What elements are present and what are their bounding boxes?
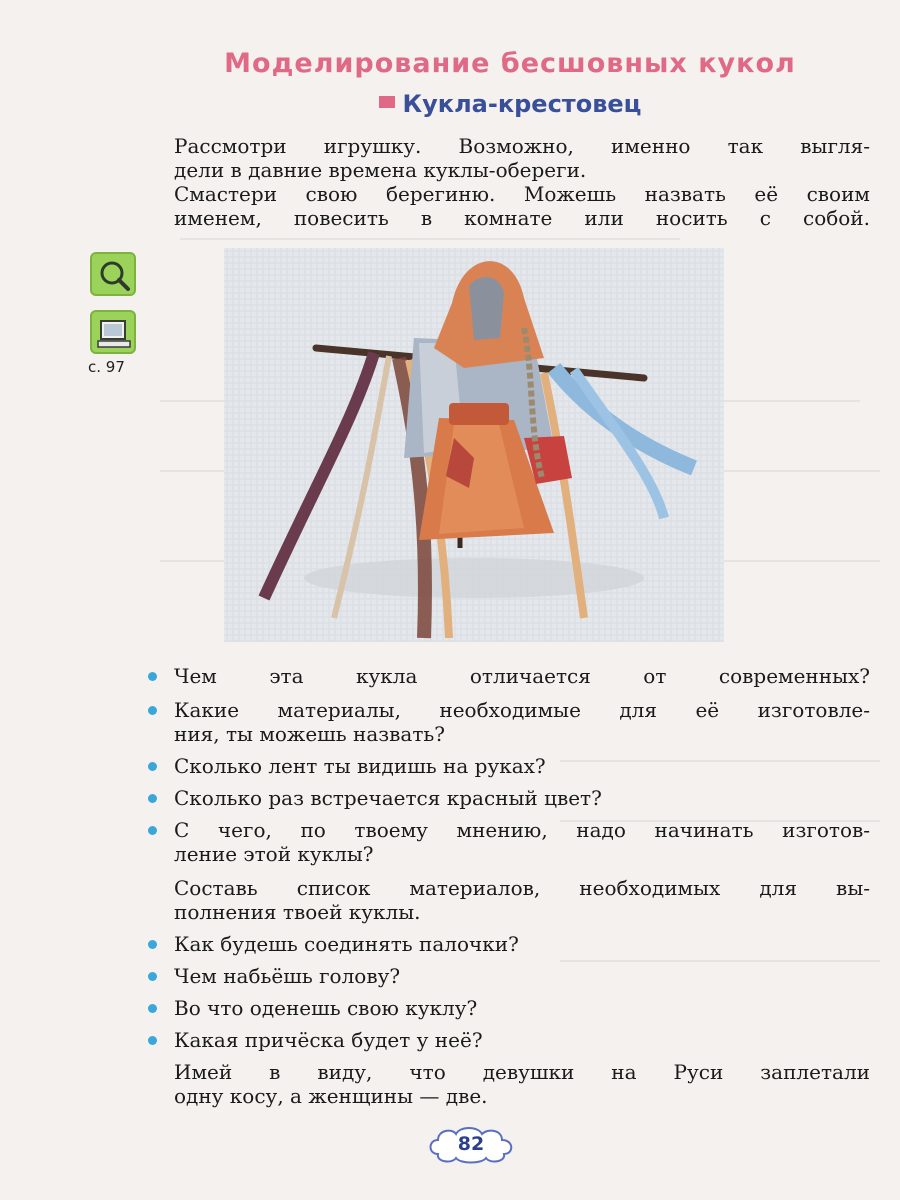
note-line-1: Имей в виду, что девушки на Руси заплетали: [174, 1060, 870, 1084]
bullet-icon: [148, 826, 157, 835]
bullet-icon: [148, 672, 157, 681]
intro-line-2: дели в давние времена куклы-обереги.: [174, 158, 587, 182]
magnifier-icon[interactable]: [90, 252, 136, 296]
question-item-continuation: ния, ты можешь назвать?: [174, 722, 446, 746]
bullet-icon: [148, 762, 157, 771]
bullet-icon: [148, 1036, 157, 1045]
intro-line-3: Смастери свою берегиню. Можешь назвать её своим: [174, 182, 870, 206]
question-item: Как будешь соединять палочки?: [148, 932, 870, 957]
intro-line-1: Рассмотри игрушку. Возможно, именно так выгля-: [174, 134, 870, 158]
page-reference: с. 97: [88, 358, 125, 376]
note-line-2: одну косу, а женщины — две.: [174, 1084, 488, 1108]
question-item: Какая причёска будет у неё?: [148, 1028, 870, 1053]
page-title: Моделирование бесшовных кукол: [224, 48, 796, 79]
page-number: 82: [457, 1133, 485, 1155]
section-subtitle: [150, 90, 870, 118]
square-bullet-icon: [379, 96, 395, 108]
materials-line-1: Составь список материалов, необходимых для вы-: [174, 876, 870, 900]
doll-photo: [224, 248, 724, 642]
doll-illustration: [224, 248, 724, 642]
question-item: Во что оденешь свою куклу?: [148, 996, 870, 1021]
intro-line-4: именем, повесить в комнате или носить с собой.: [174, 206, 870, 230]
bullet-icon: [148, 794, 157, 803]
materials-line-2: полнения твоей куклы.: [174, 900, 421, 924]
subtitle-text: Кукла-крестовец: [402, 90, 642, 118]
question-item: Сколько раз встречается красный цвет?: [148, 786, 870, 811]
question-item: Чем эта кукла отличается от современных?: [148, 664, 870, 689]
bullet-icon: [148, 940, 157, 949]
question-item: Какие материалы, необходимые для её изготовле-: [148, 698, 870, 723]
question-item-continuation: ление этой куклы?: [174, 842, 374, 866]
bullet-icon: [148, 706, 157, 715]
bullet-icon: [148, 972, 157, 981]
computer-icon[interactable]: [90, 310, 136, 354]
question-item: Сколько лент ты видишь на руках?: [148, 754, 870, 779]
page-number-badge: [424, 1124, 518, 1166]
question-item: С чего, по твоему мнению, надо начинать изготов-: [148, 818, 870, 843]
question-item: Чем набьёшь голову?: [148, 964, 870, 989]
bullet-icon: [148, 1004, 157, 1013]
